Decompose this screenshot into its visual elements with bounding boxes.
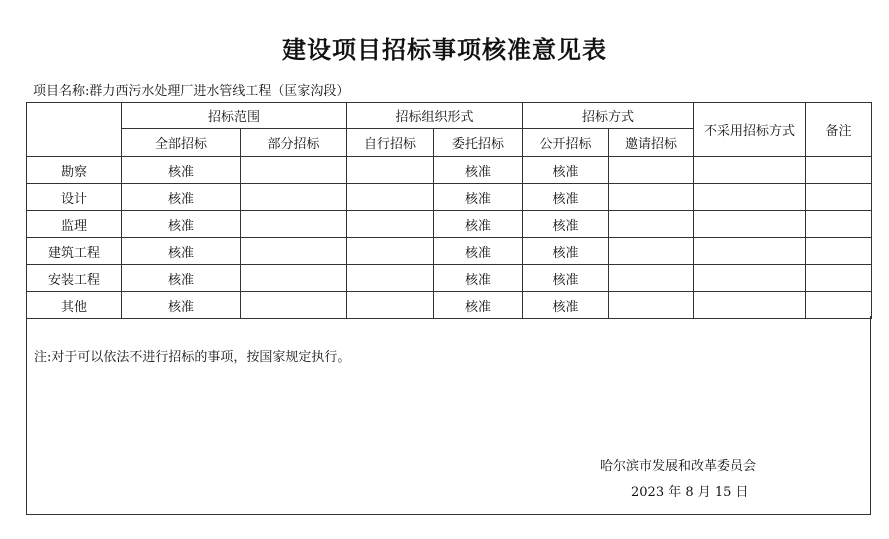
- cell-no-tender: [694, 265, 806, 292]
- page-title: 建设项目招标事项核准意见表: [282, 35, 607, 64]
- table-row: [27, 265, 872, 292]
- cell-open: 核准: [523, 292, 609, 319]
- cell-full: 核准: [122, 265, 241, 292]
- row-name: 设计: [27, 184, 122, 211]
- row-name: 勘察: [27, 157, 122, 184]
- header-open: 公开招标: [523, 129, 609, 157]
- table-row: [27, 211, 872, 238]
- notes-section: [26, 316, 871, 515]
- approval-table: [26, 102, 872, 319]
- cell-remark: [806, 211, 872, 238]
- cell-full: 核准: [122, 292, 241, 319]
- cell-self: [347, 211, 434, 238]
- issuing-organization: 哈尔滨市发展和改革委员会: [600, 459, 757, 474]
- cell-entrusted: 核准: [434, 292, 523, 319]
- header-entrusted: 委托招标: [434, 129, 523, 157]
- cell-self: [347, 238, 434, 265]
- cell-partial: [241, 265, 347, 292]
- cell-no-tender: [694, 157, 806, 184]
- header-invited: 邀请招标: [609, 129, 694, 157]
- cell-remark: [806, 184, 872, 211]
- table-row: [27, 292, 872, 319]
- note-text: 注:对于可以依法不进行招标的事项，按国家规定执行。: [34, 350, 351, 365]
- cell-open: 核准: [523, 211, 609, 238]
- table-row: [27, 184, 872, 211]
- cell-entrusted: 核准: [434, 265, 523, 292]
- header-self: 自行招标: [347, 129, 434, 157]
- cell-self: [347, 184, 434, 211]
- cell-open: 核准: [523, 265, 609, 292]
- cell-invited: [609, 211, 694, 238]
- cell-invited: [609, 265, 694, 292]
- cell-partial: [241, 157, 347, 184]
- cell-no-tender: [694, 184, 806, 211]
- cell-remark: [806, 238, 872, 265]
- cell-full: 核准: [122, 211, 241, 238]
- header-no-tender: 不采用招标方式: [694, 103, 806, 157]
- cell-partial: [241, 184, 347, 211]
- header-method: 招标方式: [523, 103, 694, 129]
- cell-partial: [241, 238, 347, 265]
- cell-remark: [806, 265, 872, 292]
- corner-cell: [27, 103, 122, 157]
- cell-invited: [609, 292, 694, 319]
- cell-self: [347, 292, 434, 319]
- cell-invited: [609, 184, 694, 211]
- cell-entrusted: 核准: [434, 184, 523, 211]
- header-org-form: 招标组织形式: [347, 103, 523, 129]
- cell-self: [347, 157, 434, 184]
- cell-open: 核准: [523, 238, 609, 265]
- row-name: 其他: [27, 292, 122, 319]
- header-full: 全部招标: [122, 129, 241, 157]
- cell-entrusted: 核准: [434, 157, 523, 184]
- cell-self: [347, 265, 434, 292]
- cell-open: 核准: [523, 184, 609, 211]
- cell-invited: [609, 238, 694, 265]
- table-row: [27, 157, 872, 184]
- cell-entrusted: 核准: [434, 238, 523, 265]
- cell-invited: [609, 157, 694, 184]
- header-row-1: [27, 103, 872, 129]
- cell-full: 核准: [122, 238, 241, 265]
- cell-partial: [241, 292, 347, 319]
- project-name: 项目名称:群力西污水处理厂进水管线工程（匡家沟段）: [33, 84, 350, 99]
- issue-date: 2023 年 8 月 15 日: [631, 485, 749, 500]
- row-name: 建筑工程: [27, 238, 122, 265]
- cell-no-tender: [694, 211, 806, 238]
- cell-remark: [806, 292, 872, 319]
- cell-open: 核准: [523, 157, 609, 184]
- cell-entrusted: 核准: [434, 211, 523, 238]
- cell-remark: [806, 157, 872, 184]
- cell-partial: [241, 211, 347, 238]
- cell-no-tender: [694, 238, 806, 265]
- header-partial: 部分招标: [241, 129, 347, 157]
- header-scope: 招标范围: [122, 103, 347, 129]
- table-row: [27, 238, 872, 265]
- cell-no-tender: [694, 292, 806, 319]
- cell-full: 核准: [122, 157, 241, 184]
- cell-full: 核准: [122, 184, 241, 211]
- row-name: 安装工程: [27, 265, 122, 292]
- header-remark: 备注: [806, 103, 872, 157]
- row-name: 监理: [27, 211, 122, 238]
